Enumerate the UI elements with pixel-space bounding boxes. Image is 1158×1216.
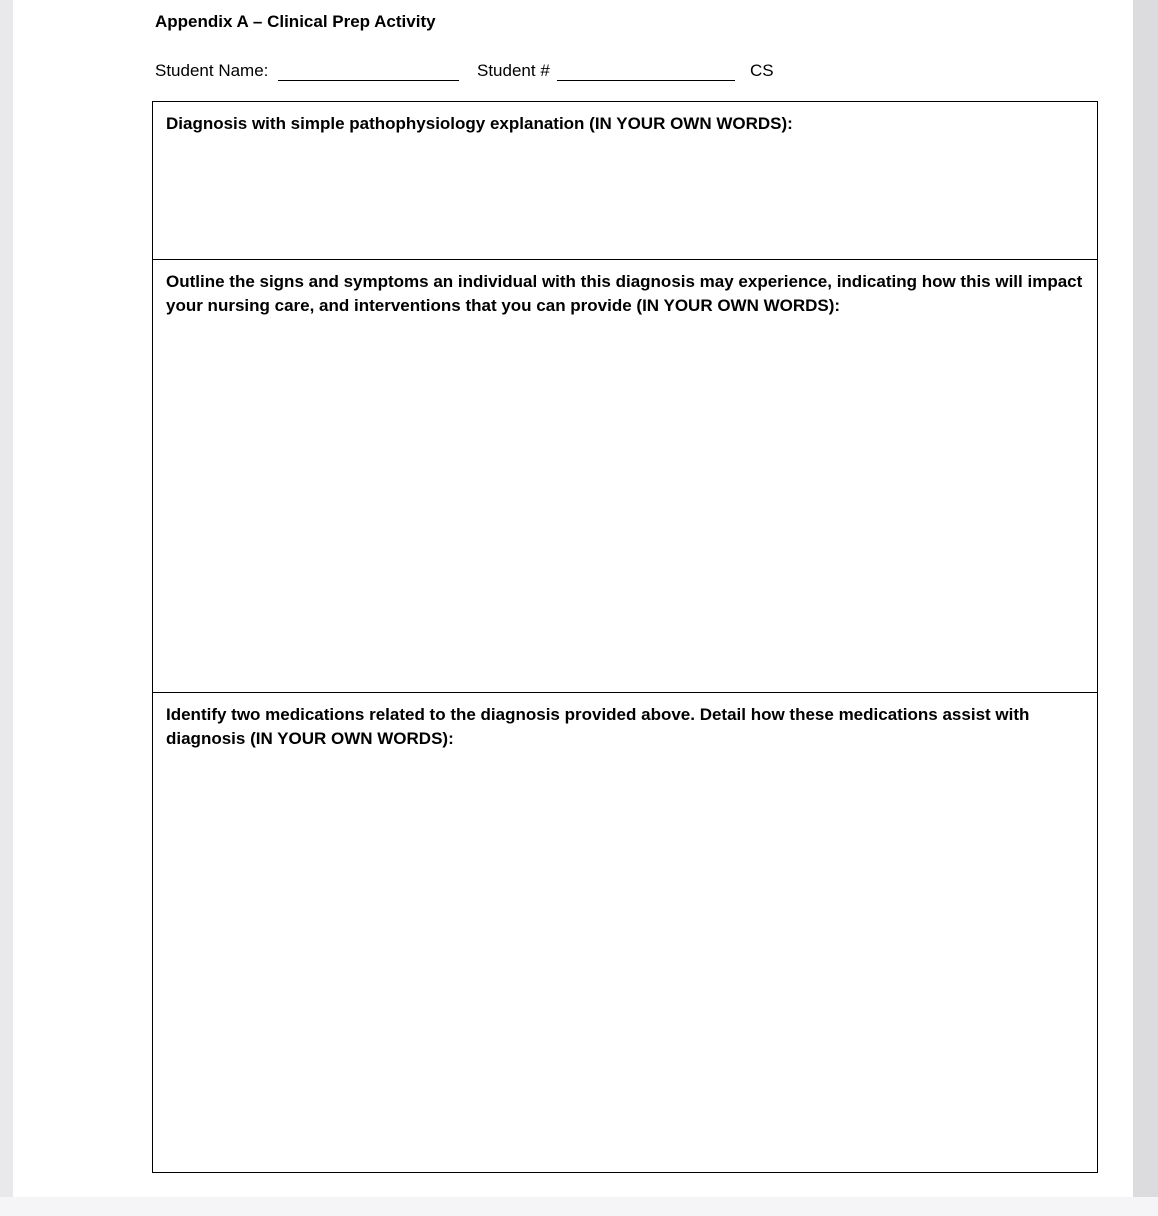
diagnosis-section[interactable]	[153, 102, 1097, 259]
student-name-field[interactable]	[278, 80, 459, 81]
appendix-title: Appendix A – Clinical Prep Activity	[155, 12, 436, 31]
viewer-bottom-bar	[0, 1197, 1158, 1216]
diagnosis-prompt: Diagnosis with simple pathophysiology explanation (IN YOUR OWN WORDS):	[166, 114, 793, 133]
student-name-label: Student Name:	[155, 61, 269, 80]
clinical-prep-form	[152, 101, 1098, 1173]
viewer-scroll-gutter	[1133, 0, 1158, 1197]
signs-symptoms-section[interactable]	[153, 259, 1097, 692]
document-page	[13, 0, 1133, 1197]
student-number-label: Student #	[477, 61, 550, 80]
cs-label: CS	[750, 61, 774, 80]
medications-prompt: Identify two medications related to the diagnosis provided above. Detail how these medications assist with diagnosis (IN YOUR OWN WORDS):	[166, 705, 1030, 748]
medications-section[interactable]	[153, 692, 1097, 1172]
signs-symptoms-prompt: Outline the signs and symptoms an individual with this diagnosis may experience, indicating how this will impact your nursing care, and interventions that you can provide (IN YOUR OWN WORDS):	[166, 272, 1083, 315]
student-number-field[interactable]	[557, 80, 735, 81]
